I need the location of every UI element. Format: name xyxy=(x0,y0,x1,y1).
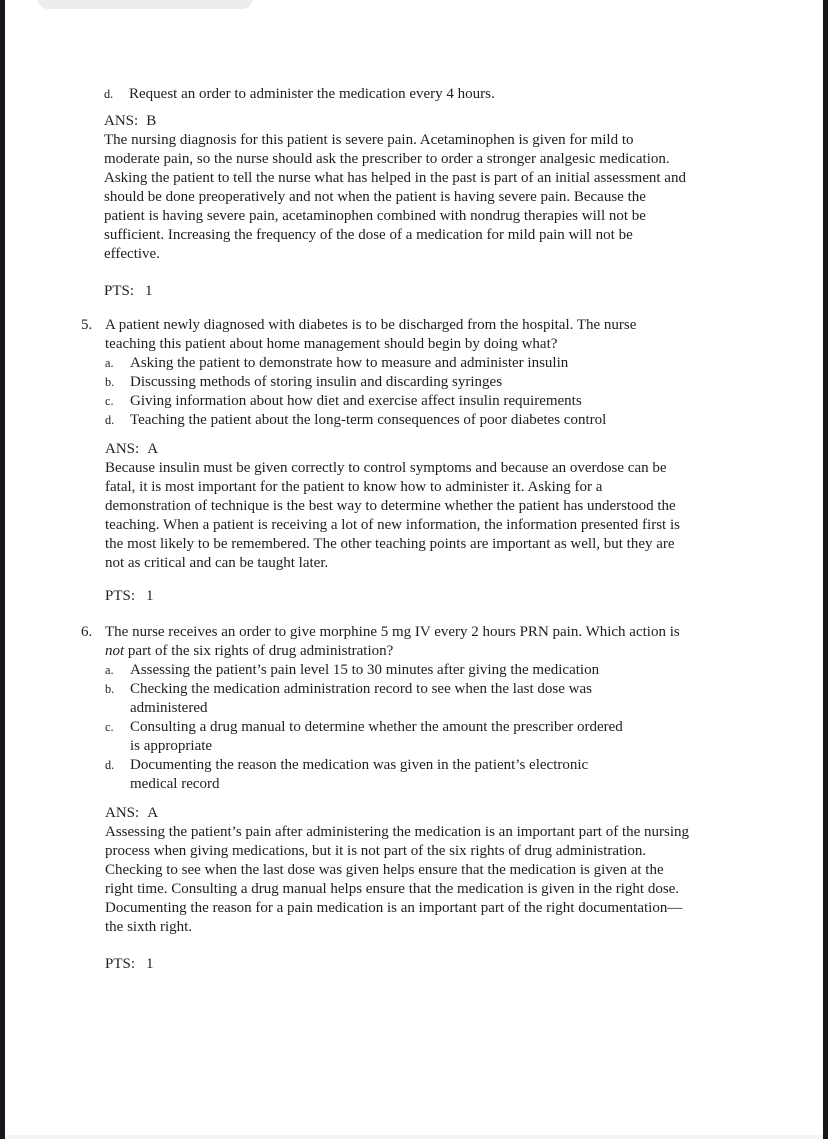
answer-line xyxy=(105,440,771,459)
option-letter: c. xyxy=(105,720,114,734)
answer-explanation xyxy=(105,823,771,937)
text-line: Assessing the patient’s pain after administering the medication is an important part of the nursing xyxy=(105,824,690,840)
question-option-row xyxy=(105,354,771,373)
frame-right-edge xyxy=(823,0,828,1139)
question-stem xyxy=(105,316,771,354)
answer-label: ANS: xyxy=(104,113,139,129)
text-line: demonstration of technique is the best way to determine whether the patient has understood the xyxy=(105,498,676,514)
text-line: Assessing the patient’s pain level 15 to 30 minutes after giving the medication xyxy=(130,662,600,678)
question-option-row xyxy=(105,411,771,430)
question-6 xyxy=(81,623,771,974)
option-text: Request an order to administer the medication every 4 hours. xyxy=(129,86,495,102)
answer-explanation xyxy=(104,131,771,264)
question-option-row xyxy=(104,85,771,104)
text-line: the sixth right. xyxy=(105,919,193,935)
pts-line xyxy=(105,587,771,606)
text-line: teaching. When a patient is receiving a lot of new information, the information presented first is xyxy=(105,517,680,533)
pts-line xyxy=(104,282,771,301)
answer-label: ANS: xyxy=(105,805,140,821)
pts-label: PTS: xyxy=(104,283,135,299)
option-text xyxy=(130,392,771,411)
text-line: Because insulin must be given correctly to control symptoms and because an overdose can be xyxy=(105,460,667,476)
text-line: Discussing methods of storing insulin and discarding syringes xyxy=(130,374,503,390)
answer-value: B xyxy=(146,113,157,129)
pts-value: 1 xyxy=(146,956,154,972)
pts-value: 1 xyxy=(145,283,153,299)
text-line: Documenting the reason for a pain medication is an important part of the right documentation— xyxy=(105,900,683,916)
question-option-row xyxy=(105,680,771,718)
answer-line xyxy=(105,804,771,823)
pts-label: PTS: xyxy=(105,588,136,604)
answer-explanation xyxy=(105,459,771,573)
pts-value: 1 xyxy=(146,588,154,604)
option-text xyxy=(130,373,771,392)
text-line: right time. Consulting a drug manual helps ensure that the medication is given in the right dose. xyxy=(105,881,680,897)
question-option-row xyxy=(105,392,771,411)
text-line: The nursing diagnosis for this patient is severe pain. Acetaminophen is given for mild to xyxy=(104,132,634,148)
option-letter: d. xyxy=(104,87,114,101)
text-line: effective. xyxy=(104,246,160,262)
answer-label: ANS: xyxy=(105,441,140,457)
option-letter: b. xyxy=(105,682,115,696)
text-line: Documenting the reason the medication was given in the patient’s electronic xyxy=(130,757,589,773)
text-line: Checking the medication administration record to see when the last dose was xyxy=(130,681,592,697)
text-line: A patient newly diagnosed with diabetes is to be discharged from the hospital. The nurse xyxy=(105,317,637,333)
text-line: Giving information about how diet and exercise affect insulin requirements xyxy=(130,393,582,409)
text-line: Consulting a drug manual to determine whether the amount the prescriber ordered xyxy=(130,719,623,735)
text-line: administered xyxy=(130,700,208,716)
text-line: moderate pain, so the nurse should ask the prescriber to order a stronger analgesic medication. xyxy=(104,151,670,167)
text-line: teaching this patient about home management should begin by doing what? xyxy=(105,336,558,352)
option-letter: a. xyxy=(105,663,114,677)
text-line: sufficient. Increasing the frequency of the dose of a medication for mild pain will not be xyxy=(104,227,633,243)
option-letter: d. xyxy=(105,413,115,427)
text-line: Checking to see when the last dose was given helps ensure that the medication is given at the xyxy=(105,862,664,878)
text-line: Asking the patient to demonstrate how to measure and administer insulin xyxy=(130,355,569,371)
stem-rest: part of the six rights of drug administration? xyxy=(124,643,394,659)
top-pill xyxy=(37,0,253,9)
answer-value: A xyxy=(147,805,159,821)
text-line: is appropriate xyxy=(130,738,213,754)
question-stem-line-2 xyxy=(105,642,771,661)
pts-label: PTS: xyxy=(105,956,136,972)
document-page xyxy=(81,85,771,974)
answer-line xyxy=(104,112,771,131)
text-line: Teaching the patient about the long-term consequences of poor diabetes control xyxy=(130,412,607,428)
text-line: process when giving medications, but it is not part of the six rights of drug administration. xyxy=(105,843,647,859)
text-line: Asking the patient to tell the nurse what has helped in the past is part of an initial assessment and xyxy=(104,170,686,186)
option-text xyxy=(130,411,771,430)
option-text xyxy=(130,354,771,373)
text-line: medical record xyxy=(130,776,220,792)
option-letter: d. xyxy=(105,758,115,772)
question-option-row xyxy=(105,756,771,794)
text-line: should be done preoperatively and not when the patient is having severe pain. Because the xyxy=(104,189,646,205)
stem-italic-word: not xyxy=(105,643,125,659)
question-number: 5. xyxy=(81,317,93,333)
text-line: fatal, it is most important for the patient to know how to administer it. Asking for a xyxy=(105,479,603,495)
option-letter: b. xyxy=(105,375,115,389)
text-line: patient is having severe pain, acetaminophen combined with nondrug therapies will not be xyxy=(104,208,646,224)
answer-block xyxy=(105,804,771,937)
option-letter: a. xyxy=(105,356,114,370)
pts-line xyxy=(105,955,771,974)
answer-block xyxy=(105,440,771,573)
frame-left-edge xyxy=(0,0,5,1139)
question-5 xyxy=(81,316,771,606)
option-text xyxy=(130,718,771,756)
question-option-row xyxy=(105,373,771,392)
question-stem-line-1: The nurse receives an order to give morphine 5 mg IV every 2 hours PRN pain. Which action is xyxy=(105,624,680,640)
option-text xyxy=(130,680,771,718)
question-option-row xyxy=(105,661,771,680)
frame-bottom-edge xyxy=(5,1135,823,1139)
answer-value: A xyxy=(147,441,159,457)
option-letter: c. xyxy=(105,394,114,408)
text-line: the most likely to be remembered. The other teaching points are important as well, but they are xyxy=(105,536,675,552)
question-number: 6. xyxy=(81,624,93,640)
answer-block xyxy=(104,112,771,264)
question-option-row xyxy=(105,718,771,756)
text-line: not as critical and can be taught later. xyxy=(105,555,329,571)
option-text xyxy=(130,661,771,680)
option-text xyxy=(130,756,771,794)
